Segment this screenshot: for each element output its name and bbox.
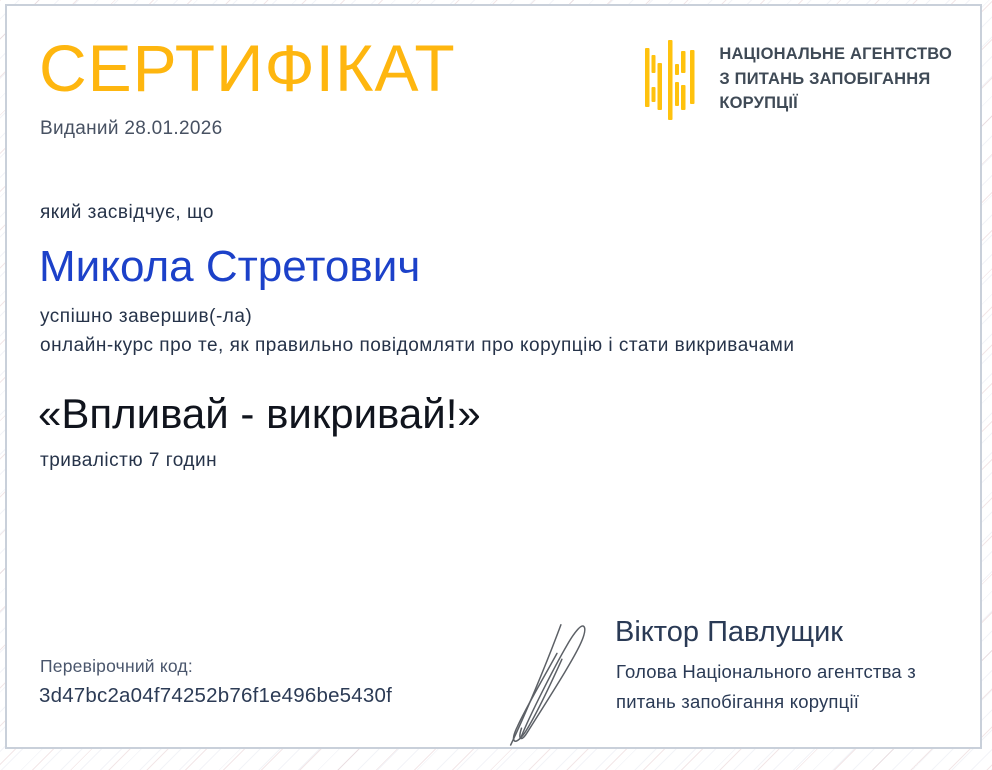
- agency-name-line3: КОРУПЦІЇ: [719, 94, 798, 112]
- signer-role-line1: Голова Національного агентства з: [616, 661, 916, 682]
- agency-logo: [641, 34, 952, 126]
- signer-role: [616, 657, 916, 716]
- certificate-title: СЕРТИФІКАТ: [39, 31, 456, 105]
- certificate-card: [5, 4, 982, 749]
- statement-line: який засвідчує, що: [40, 202, 214, 223]
- handwritten-signature: [505, 608, 605, 746]
- course-description: онлайн-курс про те, як правильно повідомляти про корупцію і стати викривачами: [40, 335, 795, 356]
- completion-line: успішно завершив(-ла): [40, 306, 253, 327]
- agency-name-line1: НАЦІОНАЛЬНЕ АГЕНТСТВО: [719, 45, 952, 63]
- agency-name: [719, 34, 952, 116]
- nazk-bars-logo-icon: [641, 34, 699, 126]
- recipient-name: Микола Стретович: [39, 242, 421, 291]
- issued-date: Виданий 28.01.2026: [40, 118, 223, 139]
- course-duration: тривалістю 7 годин: [40, 450, 218, 471]
- signer-name: Віктор Павлущик: [615, 616, 843, 648]
- verification-code-value: 3d47bc2a04f74252b76f1e496be5430f: [39, 684, 392, 707]
- agency-name-line2: З ПИТАНЬ ЗАПОБІГАННЯ: [719, 69, 931, 88]
- signer-role-line2: питань запобігання корупції: [616, 690, 860, 712]
- verification-code-label: Перевірочний код:: [40, 656, 193, 676]
- course-title: «Впливай - викривай!»: [38, 390, 481, 437]
